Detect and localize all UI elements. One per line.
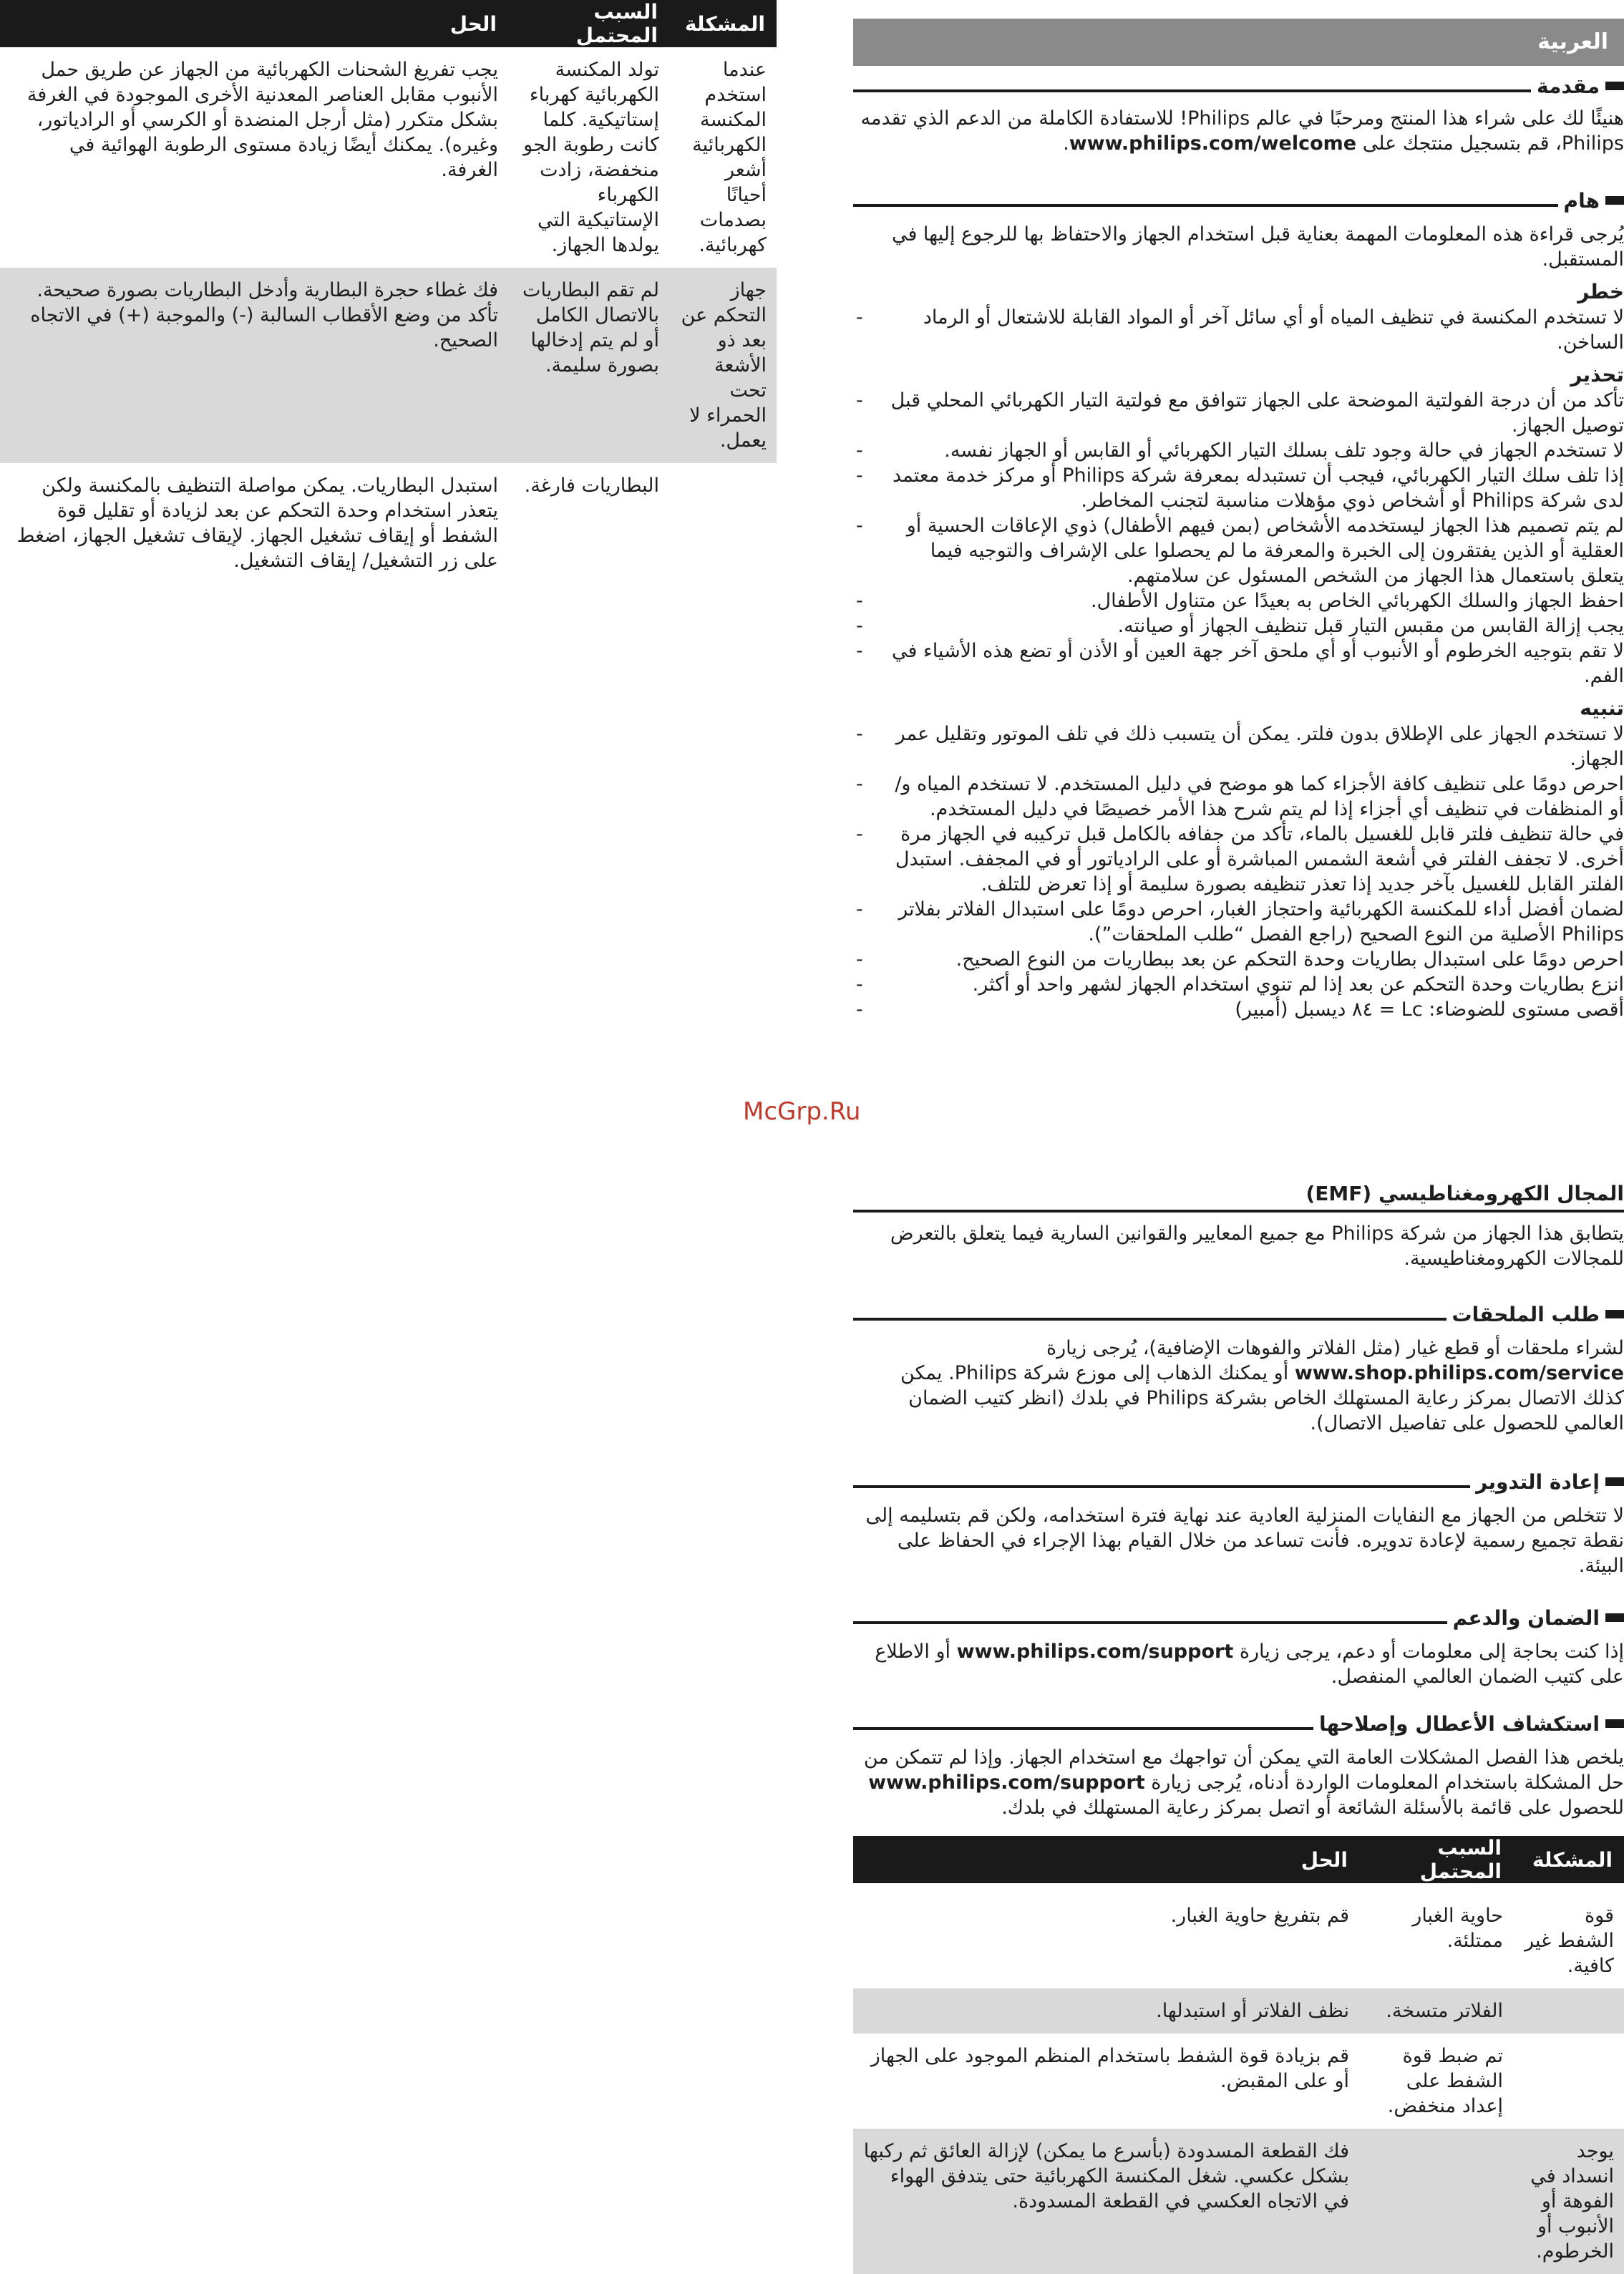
cell-solution: فك غطاء حجرة البطارية وأدخل البطاريات بصورة صحيحة. تأكد من وضع الأقطاب السالبة (-) والموجبة (+) في الاتجاه الصحيح. xyxy=(0,268,508,463)
list-item: لا تستخدم المكنسة في تنظيف المياه أو أي سائل آخر أو المواد القابلة للاشتعال أو الرماد الساخن. - xyxy=(853,305,1624,355)
intro-text: هنيئًا لك على شراء هذا المنتج ومرحبًا في عالم Philips! للاستفادة الكاملة من الدعم الذي تقدمه Philips، قم بتسجيل منتجك على www.philips.com/welcome. xyxy=(860,107,1624,155)
troubleshooting-table xyxy=(853,1836,1624,2274)
section-title: إعادة التدوير xyxy=(853,1469,1624,1495)
cell-problem: جهاز التحكم عن بعد ذو الأشعة تحت الحمراء لا يعمل. xyxy=(669,268,777,463)
list-item: لا تستخدم الجهاز في حالة وجود تلف بسلك التيار الكهربائي أو القابس أو الجهاز نفسه. - xyxy=(853,438,1624,463)
emf-text: يتطابق هذا الجهاز من شركة Philips مع جميع المعايير والقوانين السارية فيما يتعلق بالتعرض للمجالات الكهرومغناطيسية. xyxy=(890,1223,1624,1270)
cell-cause: حاوية الغبار ممتلئة. xyxy=(1412,1905,1503,1952)
section-title: استكشاف الأعطال وإصلاحها xyxy=(853,1711,1624,1736)
list-item: لضمان أفضل أداء للمكنسة الكهربائية واحتجاز الغبار، احرص دومًا على استبدال الفلاتر بفلاتر Philips الأصلية من النوع الصحيح (راجع الفصل “طلب الملحقات”). - xyxy=(853,897,1624,947)
cell-cause: تم ضبط قوة الشفط على إعداد منخفض. xyxy=(1387,2045,1503,2117)
cell-solution: استبدل البطاريات. يمكن مواصلة التنظيف بالمكنسة ولكن يتعذر استخدام وحدة التحكم عن بعد لزيادة أو تقليل قوة الشفط أو إيقاف تشغيل الجهاز. لإيقاف تشغيل الجهاز، اضغط على زر التشغيل/ إيقاف التشغيل. xyxy=(16,475,498,572)
section-title: طلب الملحقات xyxy=(853,1301,1624,1327)
list-item: تأكد من أن درجة الفولتية الموضحة على الجهاز تتوافق مع فولتية التيار الكهربائي المحلي قبل توصيل الجهاز. - xyxy=(853,388,1624,438)
list-item: أقصى مستوى للضوضاء: Lc = ٨٤ ديسبل (أمبير) - xyxy=(853,997,1624,1022)
caution-title: تنبيه xyxy=(1580,696,1624,720)
cell-problem: عندما استخدم المكنسة الكهربائية أشعر أحيانًا بصدمات كهربائية. xyxy=(692,59,767,256)
cell-cause: البطاريات فارغة. xyxy=(524,475,659,497)
left-column xyxy=(0,0,777,572)
cell-problem xyxy=(669,463,777,583)
cell-solution: قم بزيادة قوة الشفط باستخدام المنظم الموجود على الجهاز أو على المقبض. xyxy=(870,2045,1349,2092)
list-item: لا تقم بتوجيه الخرطوم أو الأنبوب أو أي ملحق آخر جهة العين أو الأذن أو تضع هذه الأشياء في الفم. - xyxy=(853,638,1624,689)
danger-title: خطر xyxy=(1577,280,1624,303)
table-header-row xyxy=(0,0,777,47)
troubleshooting-section xyxy=(853,1711,1624,2274)
emf-section xyxy=(853,1181,1624,1271)
list-item: لا تستخدم الجهاز على الإطلاق بدون فلتر. يمكن أن يتسبب ذلك في تلف الموتور وتقليل عمر الجهاز. - xyxy=(853,721,1624,772)
accessories-text: لشراء ملحقات أو قطع غيار (مثل الفلاتر والفوهات الإضافية)، يُرجى زيارة www.shop.philips.com/service أو يمكنك الذهاب إلى موزع شركة Philips. يمكن كذلك الاتصال بمركز رعاية المستهلك الخاص بشركة Philips في بلدك (انظر كتيب الضمان العالمي للحصول على تفاصيل الاتصال). xyxy=(900,1337,1624,1434)
table-row xyxy=(0,47,777,268)
header-problem: المشكلة xyxy=(669,0,777,47)
recycling-text: لا تتخلص من الجهاز مع النفايات المنزلية العادية عند نهاية فترة استخدامه، ولكن قم بتسليمه إلى نقطة تجميع رسمية لإعادة تدويره. فأنت تساعد من خلال القيام بهذا الإجراء في الحفاظ على البيئة. xyxy=(865,1505,1624,1577)
cell-problem xyxy=(1513,2034,1624,2129)
table-row xyxy=(0,463,777,583)
warning-title: تحذير xyxy=(1570,363,1624,387)
list-item: لم يتم تصميم هذا الجهاز ليستخدمه الأشخاص (بمن فيهم الأطفال) ذوي الإعاقات الحسية أو العقلية أو الذين يفتقرون إلى الخبرة والمعرفة ما لم يحصلوا على الإشراف والتوجيه فيما يتعلق باستعمال هذا الجهاز من الشخص المسئول عن سلامتهم. - xyxy=(853,513,1624,588)
header-cause: السبب المحتمل xyxy=(508,0,669,47)
list-item: يجب إزالة القابس من مقبس التيار قبل تنظيف الجهاز أو صيانته. - xyxy=(853,613,1624,638)
cell-solution: قم بتفريغ حاوية الغبار. xyxy=(1170,1905,1349,1927)
accessories-section xyxy=(853,1301,1624,1436)
troubleshooting-text: يلخص هذا الفصل المشكلات العامة التي يمكن أن تواجهك مع استخدام الجهاز. وإذا لم تتمكن من حل المشكلة باستخدام المعلومات الواردة أدناه، يُرجى زيارة www.philips.com/support للحصول على قائمة بالأسئلة الشائعة أو اتصل بمركز رعاية المستهلك في بلدك. xyxy=(863,1746,1624,1819)
caution-list xyxy=(853,721,1624,1022)
support-link[interactable]: www.philips.com/support xyxy=(956,1641,1234,1663)
shop-link[interactable]: www.shop.philips.com/service xyxy=(1294,1362,1624,1384)
guarantee-text: إذا كنت بحاجة إلى معلومات أو دعم، يرجى زيارة www.philips.com/support أو الاطلاع على كتيب الضمان العالمي المنفصل. xyxy=(875,1641,1624,1688)
table-row xyxy=(0,268,777,463)
table-header-row xyxy=(853,1836,1624,1883)
header-solution: الحل xyxy=(853,1836,1359,1883)
cell-problem xyxy=(1513,1988,1624,2034)
welcome-link[interactable]: www.philips.com/welcome xyxy=(1069,132,1357,155)
table-row xyxy=(853,1988,1624,2034)
list-item: احرص دومًا على استبدال بطاريات وحدة التحكم عن بعد ببطاريات من النوع الصحيح. - xyxy=(853,947,1624,972)
support-link[interactable]: www.philips.com/support xyxy=(868,1772,1145,1794)
cell-cause xyxy=(1359,2129,1513,2274)
section-title: هام xyxy=(853,188,1624,213)
right-column xyxy=(853,0,1624,2263)
list-item: انزع بطاريات وحدة التحكم عن بعد إذا لم تنوي استخدام الجهاز لشهر واحد أو أكثر. - xyxy=(853,972,1624,997)
warning-list xyxy=(853,388,1624,689)
cell-solution: نظف الفلاتر أو استبدلها. xyxy=(853,1988,1359,2034)
watermark: McGrp.Ru xyxy=(743,1097,861,1126)
cell-problem: يوجد انسداد في الفوهة أو الأنبوب أو الخرطوم. xyxy=(1513,2129,1624,2274)
language-header: العربية xyxy=(853,19,1624,66)
header-cause: السبب المحتمل xyxy=(1359,1836,1513,1883)
section-title: الضمان والدعم xyxy=(853,1605,1624,1631)
cell-solution: فك القطعة المسدودة (بأسرع ما يمكن) لإزالة العائق ثم ركبها بشكل عكسي. شغل المكنسة الكهربائية حتى يتدفق الهواء في الاتجاه العكسي في القطعة المسدودة. xyxy=(853,2129,1359,2274)
intro-section xyxy=(853,73,1624,156)
table-row xyxy=(853,1883,1624,1988)
cell-problem: قوة الشفط غير كافية. xyxy=(1525,1905,1614,1977)
list-item: احرص دومًا على تنظيف كافة الأجزاء كما هو موضح في دليل المستخدم. لا تستخدم المياه و/أو المنظفات في تنظيف أي أجزاء إذا لم يتم شرح هذا الأمر خصيصًا في دليل المستخدم. - xyxy=(853,772,1624,822)
header-problem: المشكلة xyxy=(1513,1836,1624,1883)
table-row xyxy=(853,2129,1624,2274)
recycling-section xyxy=(853,1469,1624,1578)
header-solution: الحل xyxy=(0,0,508,47)
cell-solution: يجب تفريغ الشحنات الكهربائية من الجهاز عن طريق حمل الأنبوب مقابل العناصر المعدنية الأخرى الموجودة في الغرفة بشكل متكرر (مثل أرجل المنضدة أو الكرسي أو الرادياتور، وغيره). يمكنك أيضًا زيادة مستوى الرطوبة الهوائية في الغرفة. xyxy=(26,59,498,181)
list-item: في حالة تنظيف فلتر قابل للغسيل بالماء، تأكد من جفافه بالكامل قبل تركيبه في الجهاز مرة أخرى. لا تجفف الفلتر في أشعة الشمس المباشرة أو على الرادياتور أو في المجفف. استبدل الفلتر القابل للغسيل بآخر جديد إذا تعذر تنظيفه بصورة سليمة أو إذا تعرض للتلف. - xyxy=(853,822,1624,897)
section-title: المجال الكهرومغناطيسي (EMF) xyxy=(1305,1182,1624,1205)
section-title: مقدمة xyxy=(853,73,1624,99)
table-row xyxy=(853,2034,1624,2129)
troubleshooting-table-continued xyxy=(0,0,777,583)
list-item: إذا تلف سلك التيار الكهربائي، فيجب أن تستبدله بمعرفة شركة Philips أو مركز خدمة معتمد لدى شركة Philips أو أشخاص ذوي مؤهلات مناسبة لتجنب المخاطر. - xyxy=(853,463,1624,513)
important-text: يُرجى قراءة هذه المعلومات المهمة بعناية قبل استخدام الجهاز والاحتفاظ بها للرجوع إليها في المستقبل. xyxy=(891,223,1624,271)
guarantee-section xyxy=(853,1605,1624,1689)
cell-cause: لم تقم البطاريات بالاتصال الكامل أو لم يتم إدخالها بصورة سليمة. xyxy=(508,268,669,463)
important-section xyxy=(853,188,1624,1022)
cell-cause: الفلاتر متسخة. xyxy=(1359,1988,1513,2034)
list-item: احفظ الجهاز والسلك الكهربائي الخاص به بعيدًا عن متناول الأطفال. - xyxy=(853,588,1624,613)
cell-cause: تولد المكنسة الكهربائية كهرباء إستاتيكية. كلما كانت رطوبة الجو منخفضة، زادت الكهرباء الإستاتيكية التي يولدها الجهاز. xyxy=(523,59,659,256)
danger-list xyxy=(853,305,1624,355)
